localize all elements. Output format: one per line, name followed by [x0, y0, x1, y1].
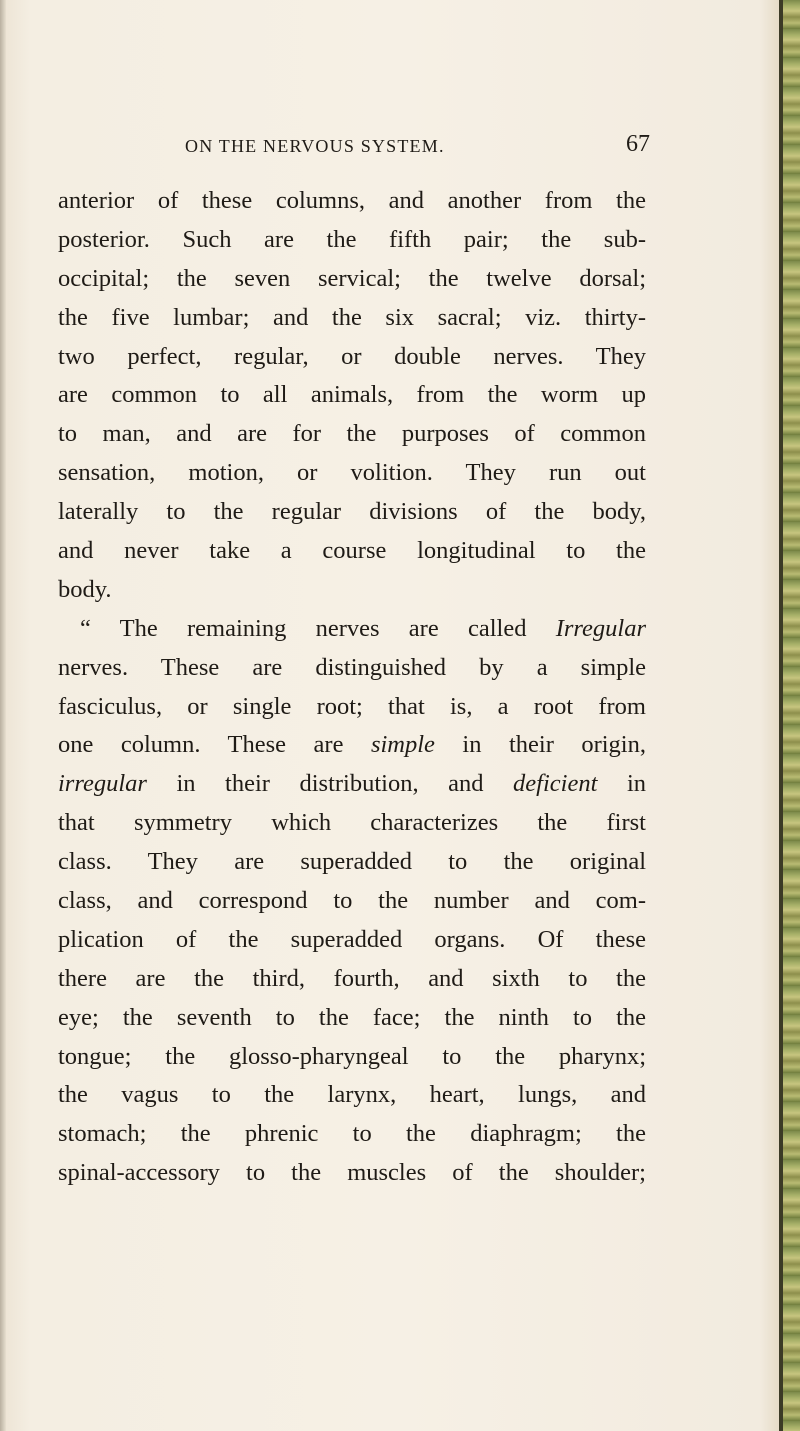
- text-line: [58, 610, 646, 649]
- text-line: [58, 765, 646, 804]
- text-run: “ The remaining nerves are called: [80, 614, 556, 642]
- text-line: [58, 726, 646, 765]
- text-line: class. They are superadded to the original: [58, 848, 646, 876]
- italic-term: Irregular: [555, 614, 646, 642]
- text-line: that symmetry which characterizes the first: [58, 809, 646, 837]
- italic-term: irregular: [58, 770, 147, 798]
- text-line: posterior. Such are the fifth pair; the sub-: [58, 225, 646, 253]
- text-line: body.: [58, 575, 112, 603]
- text-line: the vagus to the larynx, heart, lungs, and: [58, 1081, 646, 1109]
- text-line: to man, and are for the purposes of common: [58, 420, 646, 448]
- body-text: [58, 182, 646, 1193]
- text-line: there are the third, fourth, and sixth to the: [58, 964, 646, 992]
- text-line: and never take a course longitudinal to the: [58, 537, 646, 565]
- text-line: sensation, motion, or volition. They run out: [58, 459, 646, 487]
- text-line: class, and correspond to the number and com-: [58, 887, 646, 915]
- page-header: [185, 131, 650, 164]
- text-run: in their origin,: [434, 731, 646, 759]
- text-line: tongue; the glosso-pharyngeal to the pharynx;: [58, 1042, 646, 1070]
- text-line: occipital; the seven servical; the twelve dorsal;: [58, 264, 646, 292]
- italic-term: deficient: [513, 770, 598, 798]
- text-line: nerves. These are distinguished by a simple: [58, 653, 646, 681]
- page-number: 67: [626, 131, 650, 157]
- text-line: eye; the seventh to the face; the ninth to the: [58, 1003, 646, 1031]
- text-line: fasciculus, or single root; that is, a root from: [58, 692, 646, 720]
- text-line: two perfect, regular, or double nerves. They: [58, 342, 646, 370]
- italic-term: simple: [370, 731, 435, 759]
- text-run: in their distribution, and: [146, 770, 514, 798]
- running-head: ON THE NERVOUS SYSTEM.: [185, 136, 445, 156]
- text-line: plication of the superadded organs. Of these: [58, 925, 646, 953]
- text-line: stomach; the phrenic to the diaphragm; the: [58, 1120, 646, 1148]
- text-run: one column. These are: [58, 731, 371, 759]
- text-line: the five lumbar; and the six sacral; viz. thirty-: [58, 303, 646, 331]
- page-left-edge: [0, 0, 6, 1431]
- page-right-edge-binding: [779, 0, 800, 1431]
- text-run: in: [597, 770, 646, 798]
- text-line: are common to all animals, from the worm up: [58, 381, 646, 409]
- text-line: spinal-accessory to the muscles of the shoulder;: [58, 1159, 646, 1187]
- text-line: laterally to the regular divisions of the body,: [58, 498, 646, 526]
- text-line: anterior of these columns, and another from the: [58, 187, 646, 214]
